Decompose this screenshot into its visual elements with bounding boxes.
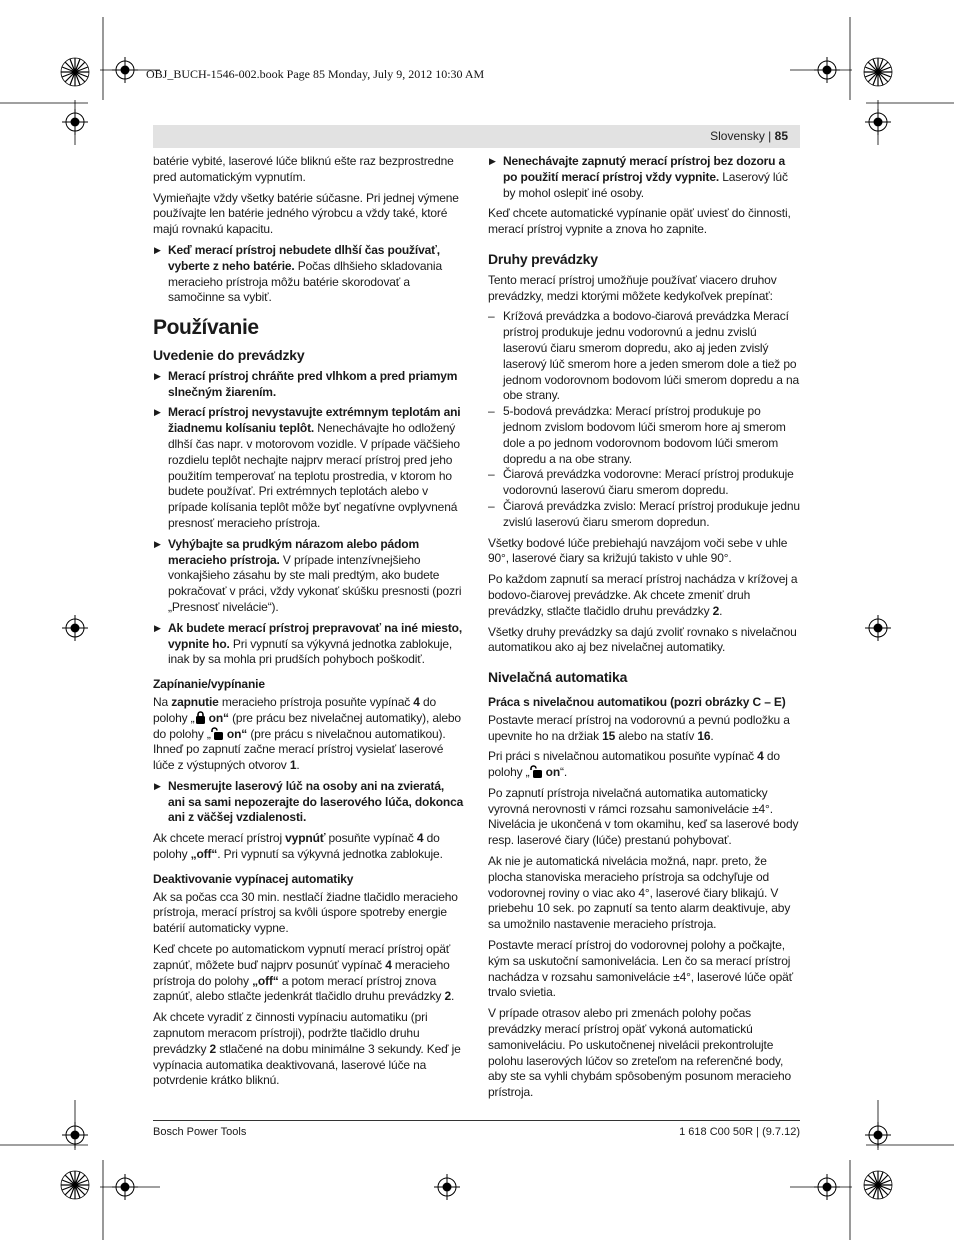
bullet-item xyxy=(153,537,464,616)
bold-text: Ak budete merací prístroj prepravovať na iné miesto, vypnite ho. xyxy=(168,620,463,651)
triangle-bullet-icon: ▶ xyxy=(154,407,161,418)
text: Pri vypnutí sa výkyvná jednotka zablokuje, inak by sa mohla pri prudších pohyboch poškodiť. xyxy=(168,636,453,667)
subheading: Práca s nivelačnou automatikou (pozri obrázky C – E) xyxy=(488,694,786,709)
triangle-bullet-icon: ▶ xyxy=(154,538,161,549)
lock-open-icon xyxy=(211,727,224,740)
paragraph: Ak sa počas cca 30 min. nestlačí žiadne tlačidlo meracieho prístroja, merací prístroj sa kvôli úspore spotreby energie batérií automaticky vypne. xyxy=(153,889,458,936)
text: Laserový lúč by mohol oslepiť iné osoby. xyxy=(503,169,788,200)
paragraph: batérie vybité, laserové lúče bliknú ešte raz bezprostredne pred automatickým vypnutím. xyxy=(153,154,454,184)
paragraph: Po zapnutí prístroja nivelačná automatika automaticky vyrovná nerovnosti v rámci rozsahu samonivelácie ±4°. Nivelácia je ukončená v tom okamihu, keď sa laserové body resp. laserové čiary (lúče) prestanú pohybovať. xyxy=(488,785,799,848)
page-header xyxy=(153,125,800,148)
list-item: – 5-bodová prevádzka: Merací prístroj produkuje po jednom zvislom bodovom lúči smerom hore aj smerom dole a po jednom vodorovnom bodovom lúči smerom dopredu a na obe strany. xyxy=(488,404,786,466)
triangle-bullet-icon: ▶ xyxy=(489,156,496,166)
lock-closed-icon xyxy=(195,711,206,724)
list-item: – Krížová prevádzka a bodovo-čiarová prevádzka Merací prístroj produkuje jednu vodorovnú a jednu zvislú laserovú čiaru smerom dopredu, ako aj jeden zvislý laserový lúč smerom hore a jeden smerom dole a tiež po jednom vodorovnom bodovom lúči smerom dopredu a na obe strany. xyxy=(488,309,799,403)
triangle-bullet-icon: ▶ xyxy=(154,780,161,791)
text: Nenechávajte ho odložený dlhší čas napr. v motorovom vozidle. V prípade väčšieho rozdielu teplôt nechajte najprv merací prístroj pred jeho použitím temperovať na teplotu prostredia, v ktorom ho budete používať. Pri extrémnych teplotách alebo v prípade kolísania teplôt môže byť negatívne ovplyvnená presnosť meracieho prístroja. xyxy=(168,421,460,530)
left-column xyxy=(153,154,464,1094)
lock-open-icon xyxy=(530,765,543,778)
triangle-bullet-icon: ▶ xyxy=(154,622,161,633)
text: V prípade intenzívnejšieho vonkajšieho zásahu by ste mali predtým, ako budete pokračovať v práci, vždy vykonať skúšku presnosti (pozri „Presnosť nivelácie“). xyxy=(168,552,462,614)
language-label: Slovensky xyxy=(710,129,765,143)
bold-text: Merací prístroj nevystavujte extrémnym teplotám ani žiadnemu kolísaniu teplôt. xyxy=(168,405,461,436)
subsection-title: Uvedenie do prevádzky xyxy=(153,346,305,363)
bullet-item xyxy=(153,621,464,668)
paragraph: Keď chcete automatické vypínanie opäť uviesť do činnosti, merací prístroj vypnite a znova ho zapnite. xyxy=(488,206,791,237)
paragraph: Na zapnutie meracieho prístroja posuňte vypínač 4 do polohy „ on“ (pre prácu bez nivelačnej automatiky), alebo do polohy „ on“ (pre prácu s nivelačnou automatikou). Ihneď po zapnutí začne merací prístroj vysielať laserové lúče z výstupných otvorov 1. xyxy=(153,694,461,773)
footer-rule xyxy=(153,1120,800,1121)
paragraph: Všetky druhy prevádzky sa dajú zvoliť rovnako s nivelačnou automatikou ako aj bez nivelačnej automatiky. xyxy=(488,624,797,655)
bold-text: Vyhýbajte sa prudkým nárazom alebo pádom meracieho prístroja. xyxy=(168,536,419,567)
subsection-title: Nivelačná automatika xyxy=(488,669,628,686)
paragraph: Ak chcete merací prístroj vypnúť posuňte vypínač 4 do polohy „off“. Pri vypnutí sa výkyvná jednotka zablokuje. xyxy=(153,831,443,862)
bold-text: Nenechávajte zapnutý merací prístroj bez dozoru a po použití merací prístroj vždy vypnite. xyxy=(503,154,786,184)
bullet-item xyxy=(153,779,464,826)
footer-right: 1 618 C00 50R | (9.7.12) xyxy=(679,1126,800,1138)
subheading: Zapínanie/vypínanie xyxy=(153,677,265,692)
paragraph: Po každom zapnutí sa merací prístroj nachádza v krížovej a bodovo-čiarovej prevádzke. Ak chcete zmeniť druh prevádzky, stlačte tlačidlo druhu prevádzky 2. xyxy=(488,572,798,618)
paragraph: Postavte merací prístroj na vodorovnú a pevnú podložku a upevnite ho na držiak 15 alebo na statív 16. xyxy=(488,712,790,743)
bullet-item xyxy=(153,405,464,531)
bullet-item xyxy=(153,369,464,401)
paragraph: Všetky bodové lúče prebiehajú navzájom voči sebe v uhle 90°, laserové čiary sa križujú takisto v uhle 90°. xyxy=(488,535,788,566)
bullet-item xyxy=(488,154,800,201)
list-item: – Čiarová prevádzka zvislo: Merací prístroj produkuje jednu zvislú laserovú čiaru smerom dopredun. xyxy=(488,498,800,529)
header-separator: | xyxy=(768,129,772,143)
book-info: OBJ_BUCH-1546-002.book Page 85 Monday, July 9, 2012 10:30 AM xyxy=(146,67,485,81)
subsection-title: Druhy prevádzky xyxy=(488,250,598,267)
paragraph: Vymieňajte vždy všetky batérie súčasne. Pri jednej výmene používajte len batérie jedného výrobcu a vždy také, ktoré majú rovnakú kapacitu. xyxy=(153,190,459,237)
bold-text: Nesmerujte laserový lúč na osoby ani na zvieratá, ani sa sami nepozerajte do laserového lúča, dokonca ani z väčšej vzdialenosti. xyxy=(168,778,464,825)
triangle-bullet-icon: ▶ xyxy=(154,370,161,381)
paragraph: Ak chcete vyradiť z činnosti vypínaciu automatiku (pri zapnutom meracom prístroji), podržte tlačidlo druhu prevádzky 2 stlačené na dobu minimálne 3 sekundy. Keď je vypínacia automatika deaktivovaná, laserové lúče na potvrdenie krátko bliknú. xyxy=(153,1010,461,1088)
section-title: Používanie xyxy=(153,316,259,340)
paragraph: Pri práci s nivelačnou automatikou posuňte vypínač 4 do polohy „ on“. xyxy=(488,749,780,780)
paragraph: Tento merací prístroj umožňuje používať viacero druhov prevádzky, medzi ktorými môžete kedykoľvek prepínať: xyxy=(488,272,777,303)
paragraph: Ak nie je automatická nivelácia možná, napr. preto, že plocha stanoviska meracieho prístroja sa odchyľuje od vodorovnej roviny o viac ako 4°, laserové čiary blikajú. V priebehu 10 sek. po zapnutí sa tento alarm deaktivuje, aby sa umožnilo nastavenie meracieho prístroja. xyxy=(488,854,791,932)
footer-left: Bosch Power Tools xyxy=(153,1126,247,1138)
list-item: – Čiarová prevádzka vodorovne: Merací prístroj produkuje vodorovnú laserovú čiaru smerom dopredu. xyxy=(488,467,794,498)
paragraph: Postavte merací prístroj do vodorovnej polohy a počkajte, kým sa uskutoční samonivelácia. Len čo sa merací prístroj nachádza v rozsahu samonivelácie ±4°, laserové lúče opäť trvalo svietia. xyxy=(488,938,793,1000)
bullet-item xyxy=(153,243,464,306)
paragraph: Keď chcete po automatickom vypnutí merací prístroj opäť zapnúť, môžete buď najprv posunúť vypínač 4 meracieho prístroja do polohy „off“ a potom merací prístroj znova zapnúť, alebo stlačte jedenkrát tlačidlo druhu prevádzky 2. xyxy=(153,942,455,1004)
subheading: Deaktivovanie vypínacej automatiky xyxy=(153,871,354,886)
bold-text: Keď merací prístroj nebudete dlhší čas používať, vyberte z neho batérie. xyxy=(168,242,440,273)
header-text xyxy=(710,129,788,143)
page-number: 85 xyxy=(774,129,788,143)
bold-text: Merací prístroj chráňte pred vlhkom a pred priamym slnečným žiarením. xyxy=(168,368,458,399)
paragraph: V prípade otrasov alebo pri zmenách polohy počas prevádzky merací prístroj opäť vykoná automatickú samoniveláciu. Po uskutočnenej nivelácii prekontrolujte polohu laserových lúčov so zreteľom na referenčné body, aby ste sa vyhli chybám spôsobeným posunom meracieho prístroja. xyxy=(488,1006,792,1100)
triangle-bullet-icon: ▶ xyxy=(154,244,161,255)
right-column xyxy=(488,154,800,1106)
text: Počas dlhšieho skladovania meracieho prístroja môžu batérie skorodovať a samočinne sa vybiť. xyxy=(168,258,442,305)
